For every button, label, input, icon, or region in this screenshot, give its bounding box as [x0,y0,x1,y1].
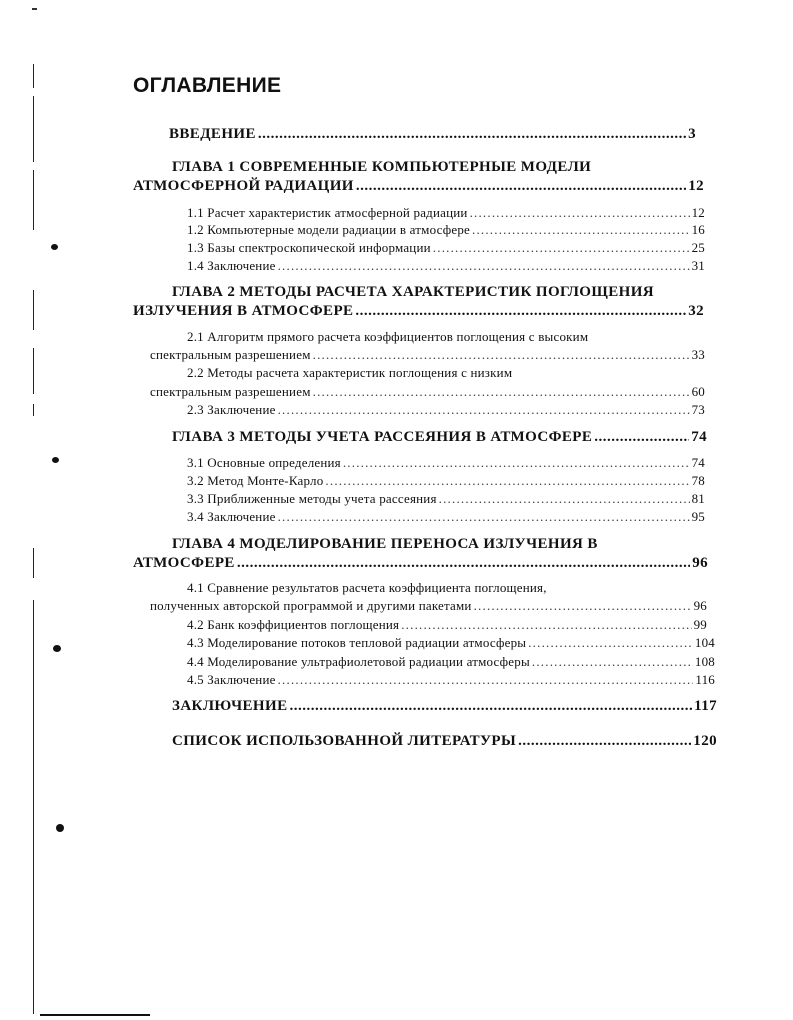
toc-section [187,402,705,418]
toc-section-page: 12 [691,205,705,220]
toc-section-page: 25 [691,240,705,255]
dot-leader [278,672,694,688]
toc-section-page: 31 [691,258,705,273]
toc-section-title: 2.3 Заключение [187,402,276,417]
scan-mark [32,8,37,10]
scan-edge-line [33,404,34,416]
toc-entry-conclusion [172,698,717,715]
chapter-1-title-line1: ГЛАВА 1 СОВРЕМЕННЫЕ КОМПЬЮТЕРНЫЕ МОДЕЛИ [172,159,592,175]
dot-leader [325,473,689,489]
toc-section [187,222,705,238]
toc-entry-page: 74 [691,429,707,445]
dot-leader [313,384,690,400]
toc-section-page: 16 [691,222,705,237]
dot-leader [343,455,690,471]
toc-section [187,635,715,651]
toc-entry-title: АТМОСФЕРНОЙ РАДИАЦИИ [133,178,354,194]
toc-section [187,240,705,256]
toc-entry-chapter-3 [172,429,707,446]
scan-edge-line [33,290,34,330]
chapter-4-title-line1: ГЛАВА 4 МОДЕЛИРОВАНИЕ ПЕРЕНОСА ИЗЛУЧЕНИЯ В [172,536,598,552]
scan-spot [51,244,58,250]
dot-leader [278,258,690,274]
scan-edge-line [33,348,34,394]
toc-section-page: 95 [691,509,705,524]
toc-section-title: 4.3 Моделирование потоков тепловой радиации атмосферы [187,635,527,650]
scan-spot [52,457,59,463]
toc-entry-page: 96 [692,555,708,571]
toc-section-title: спектральным разрешением [150,347,311,362]
toc-section [150,598,707,614]
scan-spot [53,645,61,652]
toc-section-title: 1.2 Компьютерные модели радиации в атмосфере [187,222,470,237]
toc-section-page: 74 [691,455,705,470]
toc-section-page: 108 [694,654,715,669]
toc-entry-intro [169,126,696,143]
scan-edge-line [33,170,34,230]
dot-leader [289,698,692,715]
toc-section-title: полученных авторской программой и другими пакетами [150,598,472,613]
dot-leader [532,654,693,670]
dot-leader [470,205,690,221]
scan-edge-line [33,64,34,88]
dot-leader [472,222,690,238]
dot-leader [237,555,690,572]
toc-section-page: 78 [691,473,705,488]
toc-section-title: 1.1 Расчет характеристик атмосферной радиации [187,205,468,220]
toc-section-title: 1.4 Заключение [187,258,276,273]
toc-section-page: 96 [693,598,707,613]
toc-section-title: 3.1 Основные определения [187,455,341,470]
dot-leader [528,635,693,651]
dot-leader [474,598,692,614]
toc-entry-references [172,733,717,750]
toc-section-title: 3.2 Метод Монте-Карло [187,473,324,488]
toc-section-title-line1: 4.1 Сравнение результатов расчета коэффициента поглощения, [187,580,547,595]
toc-section [187,509,705,525]
toc-section [187,617,707,633]
toc-section-page: 73 [691,402,705,417]
toc-entry-page: 32 [688,303,704,319]
toc-section [187,258,705,274]
toc-section-page: 81 [691,491,705,506]
dot-leader [278,402,690,418]
toc-entry-page: 3 [688,126,696,142]
toc-entry-chapter-2 [133,303,704,320]
toc-section-page: 116 [695,672,715,687]
dot-leader [401,617,691,633]
toc-section [150,384,705,400]
toc-section-title: 4.4 Моделирование ультрафиолетовой радиации атмосферы [187,654,530,669]
toc-section-title: 4.5 Заключение [187,672,276,687]
toc-section [150,347,705,363]
toc-entry-title: ГЛАВА 3 МЕТОДЫ УЧЕТА РАССЕЯНИЯ В АТМОСФЕРЕ [172,429,593,445]
toc-entry-page: 120 [693,733,717,749]
scan-edge-line [33,96,34,162]
toc-section-title-line1: 2.1 Алгоритм прямого расчета коэффициентов поглощения с высоким [187,329,589,344]
dot-leader [355,303,686,320]
scan-base-line [40,1014,150,1016]
toc-entry-title: ВВЕДЕНИЕ [169,126,256,142]
toc-entry-chapter-1 [133,178,704,195]
page-title: ОГЛАВЛЕНИЕ [133,74,282,97]
dot-leader [278,509,690,525]
dot-leader [313,347,690,363]
toc-section [187,473,705,489]
dot-leader [433,240,690,256]
toc-entry-title: ЗАКЛЮЧЕНИЕ [172,698,288,714]
toc-section-page: 99 [693,617,707,632]
toc-section-title: 3.4 Заключение [187,509,276,524]
toc-section-title: 3.3 Приближенные методы учета рассеяния [187,491,437,506]
dot-leader [594,429,689,446]
toc-entry-chapter-4 [133,555,708,572]
scan-edge-line [33,548,34,578]
toc-section [187,672,715,688]
chapter-2-title-line1: ГЛАВА 2 МЕТОДЫ РАСЧЕТА ХАРАКТЕРИСТИК ПОГЛОЩЕНИЯ [172,284,655,300]
dot-leader [439,491,690,507]
toc-section-title: 4.2 Банк коэффициентов поглощения [187,617,400,632]
toc-entry-title: СПИСОК ИСПОЛЬЗОВАННОЙ ЛИТЕРАТУРЫ [172,733,517,749]
toc-entry-page: 12 [688,178,704,194]
scan-spot [56,824,64,832]
toc-entry-page: 117 [694,698,717,714]
toc-entry-title: ИЗЛУЧЕНИЯ В АТМОСФЕРЕ [133,303,354,319]
toc-section [187,654,715,670]
dot-leader [258,126,686,143]
toc-section-page: 104 [694,635,715,650]
scan-edge-line [33,600,34,1014]
toc-section-title: спектральным разрешением [150,384,311,399]
dot-leader [356,178,686,195]
toc-section [187,491,705,507]
dot-leader [518,733,691,750]
toc-section [187,455,705,471]
toc-section-title-line1: 2.2 Методы расчета характеристик поглощения с низким [187,365,513,380]
toc-section-page: 33 [691,347,705,362]
toc-section-title: 1.3 Базы спектроскопической информации [187,240,431,255]
toc-entry-title: АТМОСФЕРЕ [133,555,235,571]
toc-section [187,205,705,221]
toc-section-page: 60 [691,384,705,399]
